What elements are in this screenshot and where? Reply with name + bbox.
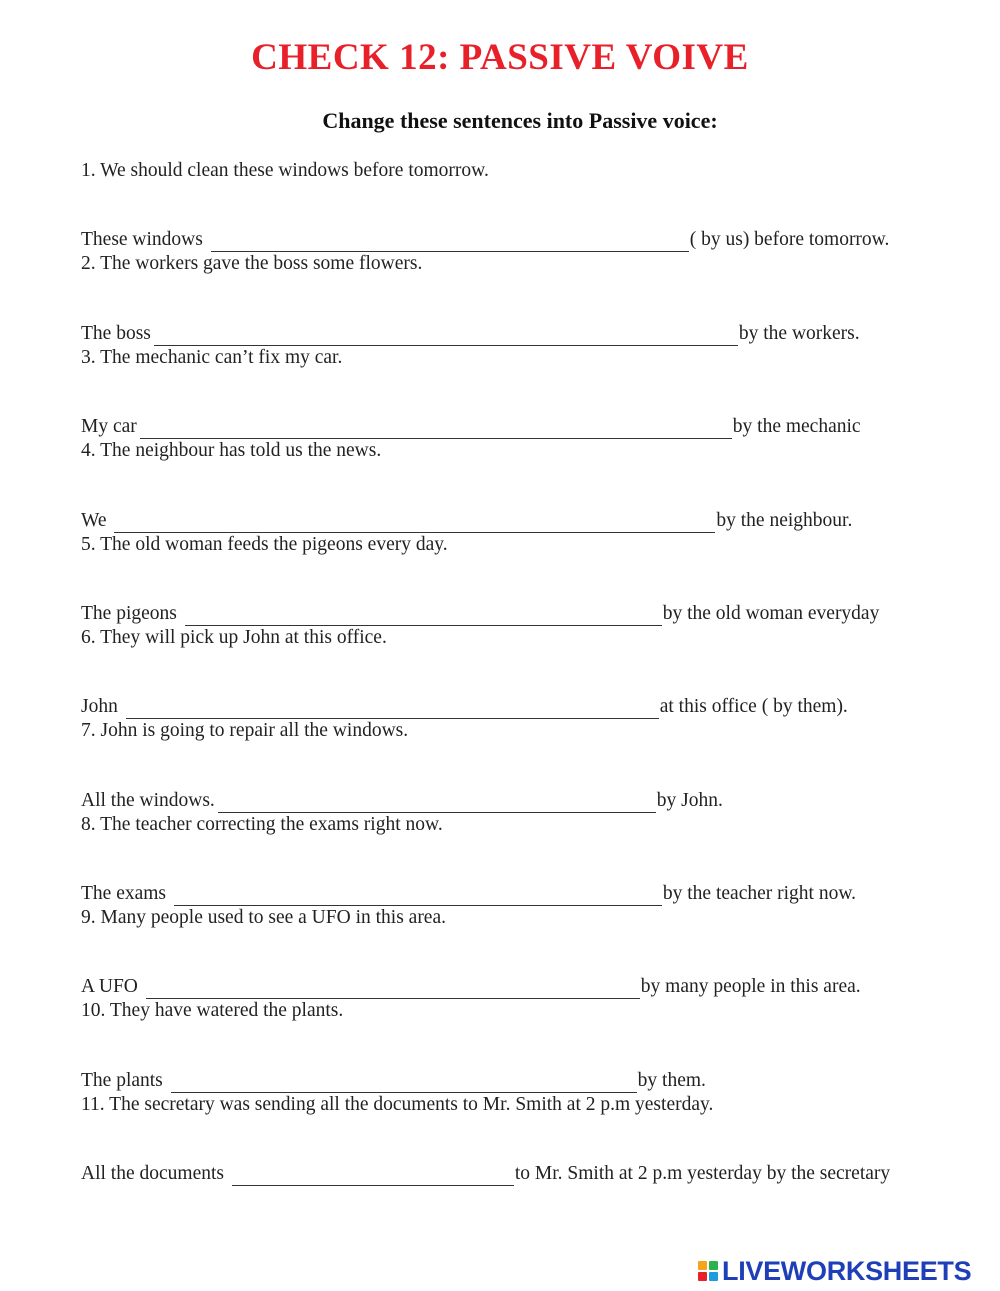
answer-prefix-1: These windows — [81, 229, 208, 251]
answer-suffix-2: by the workers. — [738, 322, 860, 344]
answer-line-9 — [81, 953, 971, 1000]
answer-prefix-7: All the windows. — [81, 789, 215, 811]
logo-text: LIVEWORKSHEETS — [722, 1255, 972, 1286]
answer-input-7[interactable] — [218, 789, 656, 813]
logo-block-2 — [709, 1261, 718, 1270]
answer-input-10[interactable] — [171, 1069, 637, 1093]
answer-suffix-9: by many people in this area. — [640, 976, 861, 998]
liveworksheets-logo[interactable] — [698, 1255, 971, 1287]
answer-prefix-11: All the documents — [81, 1163, 229, 1185]
answer-input-9[interactable] — [146, 975, 640, 999]
answer-suffix-10: by them. — [637, 1069, 706, 1091]
answer-suffix-7: by John. — [656, 789, 723, 811]
answer-input-8[interactable] — [174, 882, 662, 906]
answer-prefix-4: We — [81, 509, 112, 531]
question-prompt-9: 9. Many people used to see a UFO in this area. — [81, 907, 446, 928]
answer-input-3[interactable] — [140, 415, 732, 439]
logo-block-1 — [698, 1261, 707, 1270]
question-prompt-11: 11. The secretary was sending all the documents to Mr. Smith at 2 p.m yesterday. — [81, 1093, 714, 1115]
logo-mark-icon — [698, 1261, 718, 1281]
answer-prefix-2: The boss — [81, 322, 151, 344]
answer-input-4[interactable] — [114, 509, 715, 533]
answer-suffix-5: by the old woman everyday — [662, 602, 880, 624]
instruction-heading: Change these sentences into Passive voice: — [322, 108, 718, 133]
answer-line-8 — [81, 859, 971, 906]
answer-prefix-10: The plants — [81, 1069, 168, 1091]
answer-input-2[interactable] — [154, 322, 738, 346]
answer-suffix-11: to Mr. Smith at 2 p.m yesterday by the secretary — [514, 1163, 891, 1185]
question-prompt-2: 2. The workers gave the boss some flowers. — [81, 253, 423, 275]
answer-suffix-8: by the teacher right now. — [662, 883, 857, 904]
answer-line-5 — [81, 579, 971, 626]
question-prompt-4: 4. The neighbour has told us the news. — [81, 440, 382, 462]
answer-input-5[interactable] — [185, 602, 662, 626]
question-prompt-6: 6. They will pick up John at this office. — [81, 626, 387, 648]
answer-line-7 — [81, 766, 971, 813]
answer-suffix-4: by the neighbour. — [716, 509, 853, 531]
logo-block-3 — [698, 1272, 707, 1281]
question-prompt-7: 7. John is going to repair all the windows. — [81, 720, 409, 742]
answer-input-6[interactable] — [126, 695, 659, 719]
answer-suffix-6: at this office ( by them). — [659, 696, 848, 718]
answer-suffix-1: ( by us) before tomorrow. — [689, 229, 890, 251]
answer-line-11 — [81, 1139, 971, 1186]
question-prompt-1: 1. We should clean these windows before tomorrow. — [81, 160, 489, 181]
answer-line-4 — [81, 486, 971, 533]
question-prompt-10: 10. They have watered the plants. — [81, 1000, 344, 1022]
question-prompt-3: 3. The mechanic can’t fix my car. — [81, 346, 343, 368]
answer-line-10 — [81, 1046, 971, 1093]
answer-prefix-8: The exams — [81, 883, 171, 904]
answer-line-2 — [81, 299, 971, 346]
answer-input-11[interactable] — [232, 1162, 514, 1186]
logo-block-4 — [709, 1272, 718, 1281]
answer-prefix-3: My car — [81, 416, 137, 438]
answer-input-1[interactable] — [211, 228, 689, 252]
question-prompt-8: 8. The teacher correcting the exams right now. — [81, 813, 443, 835]
answer-suffix-3: by the mechanic — [732, 416, 861, 438]
answer-prefix-6: John — [81, 696, 123, 718]
answer-prefix-5: The pigeons — [81, 602, 182, 624]
question-prompt-5: 5. The old woman feeds the pigeons every day. — [81, 533, 448, 555]
answer-line-3 — [81, 392, 971, 439]
question-list — [81, 159, 971, 1186]
answer-line-6 — [81, 673, 971, 720]
answer-line-1 — [81, 206, 971, 253]
worksheet-title: CHECK 12: PASSIVE VOIVE — [251, 37, 749, 78]
answer-prefix-9: A UFO — [81, 976, 143, 998]
